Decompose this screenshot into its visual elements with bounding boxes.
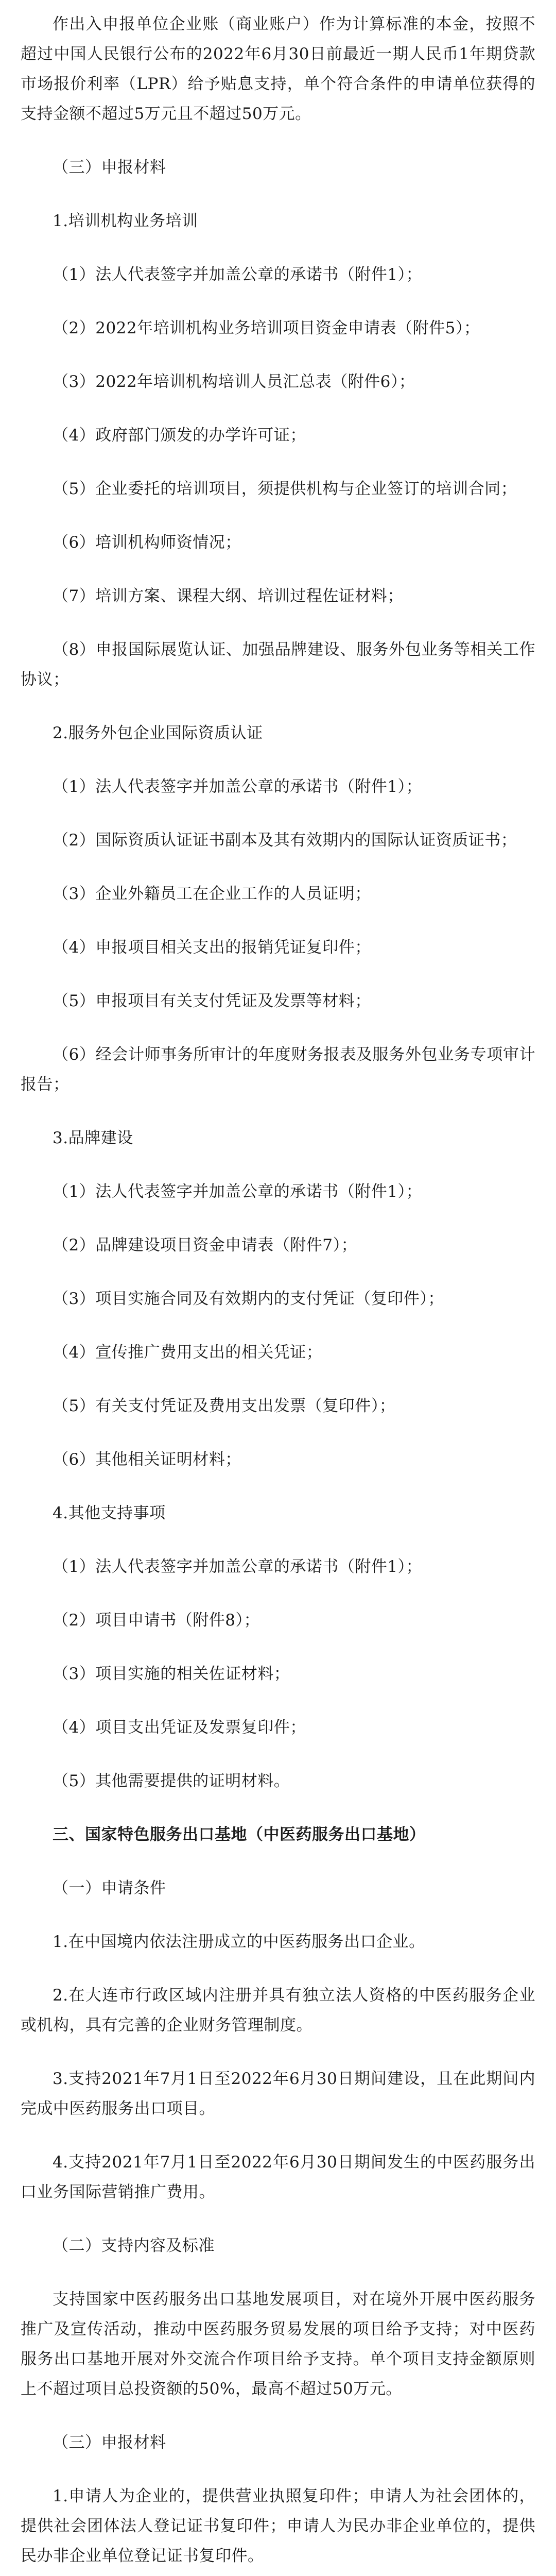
paragraph: 2.在大连市行政区域内注册并具有独立法人资格的中医药服务企业或机构，具有完善的企业财务管理制度。	[21, 1986, 535, 2035]
paragraph: （4）宣传推广费用支出的相关凭证；	[53, 1343, 323, 1362]
paragraph: 支持国家中医药服务出口基地发展项目，对在境外开展中医药服务推广及宣传活动，推动中医药服务贸易发展的项目给予支持；对中医药服务出口基地开展对外交流合作项目给予支持。单个项目支持金额原则上不超过项目总投资额的50%，最高不超过50万元。	[21, 2290, 535, 2398]
paragraph: 1.在中国境内依法注册成立的中医药服务出口企业。	[53, 1933, 425, 1951]
paragraph: （3）项目实施合同及有效期内的支付凭证（复印件）；	[53, 1290, 444, 1308]
paragraph: 4.其他支持事项	[53, 1504, 166, 1522]
paragraph: （7）培训方案、课程大纲、培训过程佐证材料；	[53, 587, 404, 605]
paragraph: （2）国际资质认证证书副本及其有效期内的国际认证资质证书；	[53, 831, 517, 850]
paragraph: （6）培训机构师资情况；	[53, 533, 241, 552]
paragraph: 3.品牌建设	[53, 1129, 133, 1147]
main-text-section	[21, 9, 535, 2576]
paragraph: （5）企业委托的培训项目，须提供机构与企业签订的培训合同；	[53, 480, 517, 498]
paragraph: 4.支持2021年7月1日至2022年6月30日期间发生的中医药服务出口业务国际营销推广费用。	[21, 2153, 535, 2201]
section-heading: （三）申报材料	[53, 2433, 166, 2452]
paragraph: （1）法人代表签字并加盖公章的承诺书（附件1）；	[53, 1557, 422, 1576]
section-heading: 三、国家特色服务出口基地（中医药服务出口基地）	[53, 1825, 426, 1844]
paragraph: （6）其他相关证明材料；	[53, 1450, 241, 1469]
paragraph: （1）法人代表签字并加盖公章的承诺书（附件1）；	[53, 777, 422, 796]
paragraph: （3）企业外籍员工在企业工作的人员证明；	[53, 885, 371, 903]
paragraph: （4）申报项目相关支出的报销凭证复印件；	[53, 938, 371, 957]
paragraph: 2.服务外包企业国际资质认证	[53, 724, 263, 742]
document-body	[21, 9, 535, 2576]
paragraph: （5）有关支付凭证及费用支出发票（复印件）；	[53, 1397, 396, 1415]
paragraph: （5）申报项目有关支付凭证及发票等材料；	[53, 992, 371, 1010]
paragraph: （8）申报国际展览认证、加强品牌建设、服务外包业务等相关工作协议；	[21, 640, 535, 689]
paragraph: 1.申请人为企业的，提供营业执照复印件；申请人为社会团体的，提供社会团体法人登记证书复印件；申请人为民办非企业单位的，提供民办非企业单位登记证书复印件。	[21, 2487, 535, 2565]
section-heading: （一）申请条件	[53, 1879, 166, 1897]
paragraph: 1.培训机构业务培训	[53, 212, 198, 230]
section-heading: （二）支持内容及标准	[53, 2236, 215, 2255]
section-heading: （三）申报材料	[53, 158, 166, 177]
paragraph: 作出入申报单位企业账（商业账户）作为计算标准的本金，按照不超过中国人民银行公布的2022年6月30日前最近一期人民币1年期贷款市场报价利率（LPR）给予贴息支持，单个符合条件的申请单位获得的支持金额不超过5万元且不超过50万元。	[21, 15, 535, 123]
paragraph: （2）品牌建设项目资金申请表（附件7）；	[53, 1236, 357, 1255]
paragraph: （3）2022年培训机构培训人员汇总表（附件6）；	[53, 372, 415, 391]
paragraph: （1）法人代表签字并加盖公章的承诺书（附件1）；	[53, 265, 422, 284]
paragraph: （1）法人代表签字并加盖公章的承诺书（附件1）；	[53, 1182, 422, 1201]
paragraph: 3.支持2021年7月1日至2022年6月30日期间建设，且在此期间内完成中医药服务出口项目。	[21, 2070, 535, 2118]
paragraph: （6）经会计师事务所审计的年度财务报表及服务外包业务专项审计报告；	[21, 1045, 535, 1094]
paragraph: （3）项目实施的相关佐证材料；	[53, 1665, 290, 1683]
paragraph: （4）项目支出凭证及发票复印件；	[53, 1718, 306, 1737]
paragraph: （2）项目申请书（附件8）；	[53, 1611, 260, 1630]
paragraph: （4）政府部门颁发的办学许可证；	[53, 426, 306, 445]
paragraph: （2）2022年培训机构业务培训项目资金申请表（附件5）；	[53, 319, 480, 337]
paragraph: （5）其他需要提供的证明材料。	[53, 1772, 290, 1790]
